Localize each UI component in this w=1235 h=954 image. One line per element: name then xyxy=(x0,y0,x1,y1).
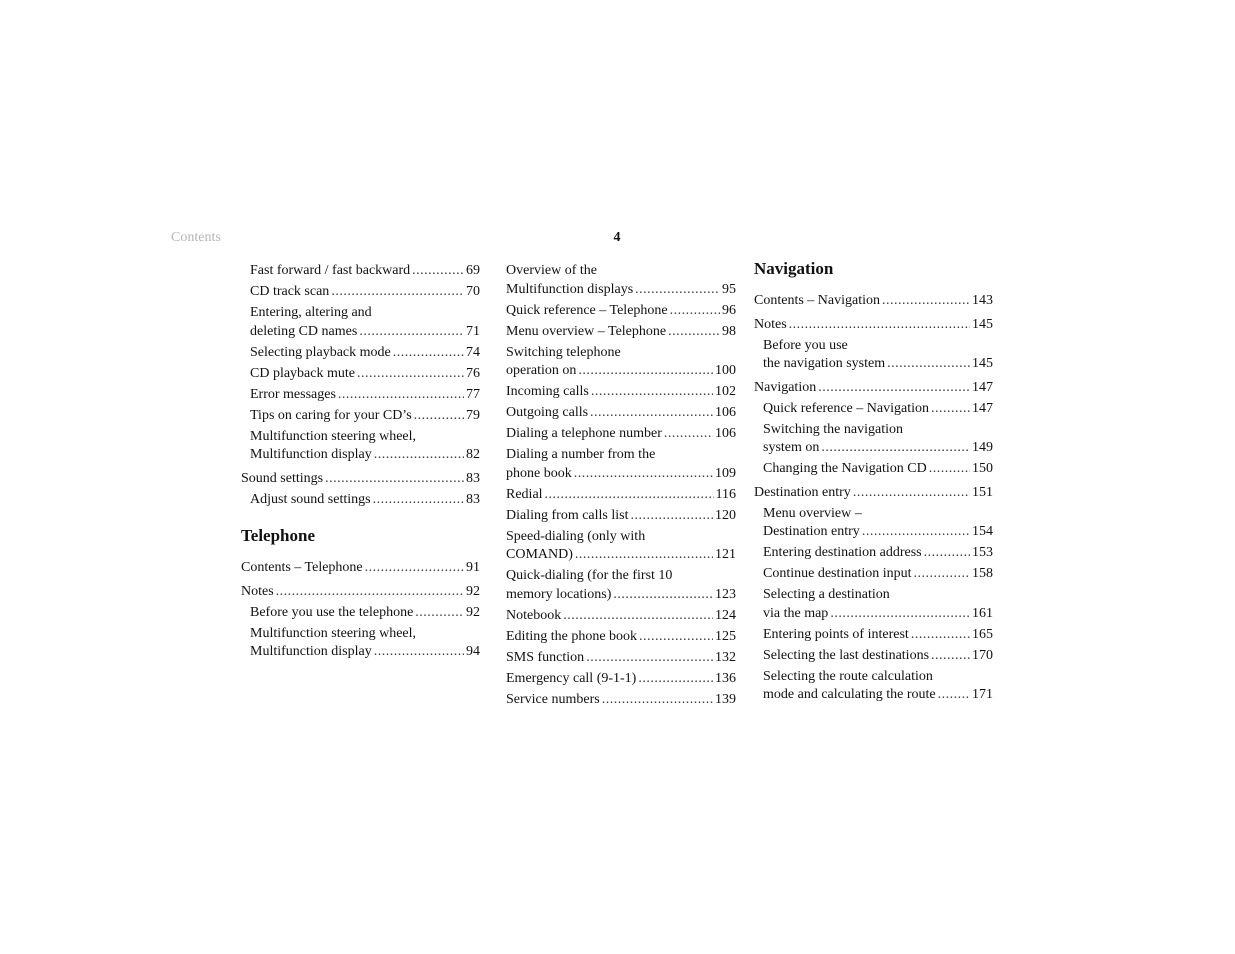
dot-leader xyxy=(639,628,713,647)
toc-entry-page: 154 xyxy=(972,524,993,539)
toc-entry-title: Editing the phone book xyxy=(506,628,638,644)
toc-entry-page: 83 xyxy=(466,470,480,486)
toc-entry-row xyxy=(763,686,993,705)
toc-entry-title: Outgoing calls xyxy=(506,405,589,420)
dot-leader xyxy=(574,465,713,484)
toc-entry-row xyxy=(506,546,736,565)
toc-entry-row xyxy=(250,386,480,405)
toc-entry-page: 124 xyxy=(715,607,736,623)
toc-entry-title: SMS function xyxy=(506,649,585,665)
toc-entry[interactable] xyxy=(754,337,993,374)
dot-leader xyxy=(670,302,720,321)
toc-entry-title-line: Multifunction steering wheel, xyxy=(250,625,417,641)
dot-leader xyxy=(373,491,464,510)
toc-entry-title: Sound settings xyxy=(241,470,324,486)
dot-leader xyxy=(357,365,464,384)
section-title-navigation: Navigation xyxy=(754,259,834,278)
toc-entry-title: Before you use the telephone xyxy=(250,604,414,620)
dot-leader xyxy=(591,383,713,402)
toc-entry-page: 139 xyxy=(715,691,736,707)
toc-entry[interactable] xyxy=(754,292,993,311)
toc-entry-row xyxy=(763,647,993,666)
toc-entry[interactable] xyxy=(506,670,736,689)
toc-entry-page: 123 xyxy=(715,586,736,602)
toc-entry-row xyxy=(506,649,736,668)
toc-entry-title: CD track scan xyxy=(250,284,330,299)
toc-entry-title: Incoming calls xyxy=(506,384,589,399)
toc-entry-row xyxy=(763,439,993,458)
toc-entry-page: 147 xyxy=(972,400,993,416)
toc-list-cd xyxy=(241,262,480,509)
toc-entry-page: 69 xyxy=(466,263,480,278)
toc-list-telephone-cont xyxy=(506,262,736,709)
toc-entry-page: 170 xyxy=(972,647,993,663)
toc-entry-row xyxy=(250,643,480,662)
toc-entry-page: 150 xyxy=(972,461,993,476)
toc-entry-page: 106 xyxy=(715,405,736,420)
toc-column-3 xyxy=(754,259,993,707)
toc-entry-row xyxy=(754,316,993,335)
toc-entry-row xyxy=(241,583,480,602)
toc-entry-title-line: Speed-dialing (only with xyxy=(506,528,646,544)
toc-entry-title: Menu overview – Telephone xyxy=(506,323,667,339)
toc-entry-row xyxy=(250,491,480,510)
toc-entry[interactable] xyxy=(754,505,993,542)
toc-entry[interactable] xyxy=(506,507,736,526)
toc-entry-row xyxy=(763,400,993,419)
dot-leader xyxy=(668,323,720,342)
toc-entry-row xyxy=(754,379,993,398)
toc-entry[interactable] xyxy=(506,691,736,710)
toc-entry-row xyxy=(250,446,480,465)
toc-entry-row xyxy=(506,281,736,300)
toc-entry-title: Adjust sound settings xyxy=(250,491,371,507)
toc-entry-title: Fast forward / fast backward xyxy=(250,263,411,278)
toc-entry-row xyxy=(506,323,736,342)
dot-leader xyxy=(613,586,713,605)
toc-entry-row xyxy=(250,262,480,281)
toc-entry-title: memory locations) xyxy=(506,586,612,602)
toc-entry[interactable] xyxy=(754,544,993,563)
toc-entry[interactable] xyxy=(241,604,480,623)
dot-leader xyxy=(911,626,970,645)
toc-entry-title-line: Entering, altering and xyxy=(250,305,372,320)
toc-entry[interactable] xyxy=(754,379,993,398)
toc-entry-title: Destination entry xyxy=(763,524,860,539)
dot-leader xyxy=(331,283,464,302)
toc-entry-page: 79 xyxy=(466,407,480,423)
toc-entry-title-line: Before you use xyxy=(763,337,848,353)
toc-entry[interactable] xyxy=(241,386,480,405)
dot-leader xyxy=(414,407,464,426)
toc-entry-row xyxy=(763,355,993,374)
dot-leader xyxy=(882,292,970,311)
toc-entry-row xyxy=(250,604,480,623)
toc-entry[interactable] xyxy=(506,486,736,505)
toc-entry[interactable] xyxy=(754,421,993,458)
toc-entry-page: 98 xyxy=(722,323,736,339)
toc-entry[interactable] xyxy=(241,470,480,489)
toc-entry-title: Entering points of interest xyxy=(763,626,909,642)
dot-leader xyxy=(578,362,713,381)
toc-entry-row xyxy=(241,559,480,578)
toc-entry-title: Quick reference – Navigation xyxy=(763,400,929,416)
toc-entry-row xyxy=(763,605,993,624)
dot-leader xyxy=(325,470,464,489)
toc-entry[interactable] xyxy=(241,428,480,465)
toc-entry[interactable] xyxy=(506,628,736,647)
toc-entry-page: 125 xyxy=(715,628,736,644)
dot-leader xyxy=(393,344,464,363)
dot-leader xyxy=(931,647,970,666)
toc-entry-row xyxy=(506,383,736,402)
dot-leader xyxy=(635,281,720,300)
toc-entry-title: Multifunction display xyxy=(250,447,372,462)
toc-entry-page: 92 xyxy=(466,583,480,599)
dot-leader xyxy=(590,404,713,423)
toc-entry-page: 83 xyxy=(466,491,480,507)
toc-entry-title: Continue destination input xyxy=(763,566,912,581)
dot-leader xyxy=(914,565,970,584)
toc-entry-title: Service numbers xyxy=(506,691,600,707)
toc-entry[interactable] xyxy=(241,344,480,363)
toc-entry-title: Error messages xyxy=(250,386,336,402)
toc-entry-title: Multifunction displays xyxy=(506,281,634,297)
toc-entry-title: Selecting the last destinations xyxy=(763,647,930,663)
toc-entry-title: Entering destination address xyxy=(763,545,922,560)
toc-entry-title-line: Quick-dialing (for the first 10 xyxy=(506,568,673,583)
toc-entry-title-line: Overview of the xyxy=(506,263,597,278)
toc-entry-page: 106 xyxy=(715,426,736,441)
toc-entry-page: 116 xyxy=(715,486,736,502)
toc-entry-page: 120 xyxy=(715,507,736,523)
toc-entry-title: system on xyxy=(763,440,820,455)
toc-entry[interactable] xyxy=(506,528,736,565)
toc-entry-page: 74 xyxy=(466,344,480,360)
toc-entry-title: CD playback mute xyxy=(250,365,355,381)
toc-entry-page: 158 xyxy=(972,566,993,581)
toc-entry[interactable] xyxy=(506,302,736,321)
toc-entry-title: Contents – Navigation xyxy=(754,293,880,308)
toc-entry-title: Changing the Navigation CD xyxy=(763,461,927,476)
toc-entry-page: 102 xyxy=(715,384,736,399)
toc-entry-page: 91 xyxy=(466,560,480,575)
dot-leader xyxy=(586,649,713,668)
toc-entry-row xyxy=(754,484,993,503)
running-head: Contents xyxy=(171,230,221,245)
toc-entry-row xyxy=(763,626,993,645)
dot-leader xyxy=(374,643,464,662)
toc-entry-row xyxy=(506,302,736,321)
dot-leader xyxy=(862,523,970,542)
toc-entry-page: 151 xyxy=(972,484,993,500)
toc-entry[interactable] xyxy=(754,460,993,479)
toc-entry-row xyxy=(763,460,993,479)
toc-entry-page: 153 xyxy=(972,545,993,560)
toc-entry[interactable] xyxy=(241,365,480,384)
toc-entry-page: 145 xyxy=(972,316,993,332)
toc-entry-page: 95 xyxy=(722,281,736,297)
toc-entry[interactable] xyxy=(241,625,480,662)
toc-entry-title-line: Selecting a destination xyxy=(763,587,890,602)
toc-entry-title: via the map xyxy=(763,605,829,621)
toc-entry-row xyxy=(506,425,736,444)
dot-leader xyxy=(359,323,464,342)
toc-entry-row xyxy=(506,691,736,710)
toc-entry-title: COMAND) xyxy=(506,547,573,562)
toc-entry-row xyxy=(506,607,736,626)
toc-entry[interactable] xyxy=(506,404,736,423)
toc-entry[interactable] xyxy=(754,668,993,705)
toc-list-navigation xyxy=(754,292,993,705)
toc-entry[interactable] xyxy=(241,283,480,302)
toc-entry[interactable] xyxy=(754,586,993,623)
toc-entry[interactable] xyxy=(506,344,736,381)
toc-entry-page: 136 xyxy=(715,670,736,686)
toc-entry-row xyxy=(754,292,993,311)
toc-entry[interactable] xyxy=(506,383,736,402)
toc-entry[interactable] xyxy=(506,446,736,483)
toc-entry-page: 100 xyxy=(715,363,736,378)
dot-leader xyxy=(664,425,713,444)
toc-entry-page: 96 xyxy=(722,302,736,318)
toc-entry-row xyxy=(250,407,480,426)
toc-entry-title: Destination entry xyxy=(754,484,851,500)
toc-entry-page: 145 xyxy=(972,356,993,371)
toc-entry-title: Navigation xyxy=(754,379,817,395)
toc-entry-title-line: Selecting the route calculation xyxy=(763,668,933,684)
toc-entry-title: Notes xyxy=(754,316,787,332)
dot-leader xyxy=(415,604,464,623)
toc-entry-row xyxy=(506,507,736,526)
toc-entry[interactable] xyxy=(506,567,736,604)
dot-leader xyxy=(545,486,714,505)
toc-entry-title: the navigation system xyxy=(763,356,886,371)
toc-entry[interactable] xyxy=(754,316,993,335)
toc-entry-title-line: Switching telephone xyxy=(506,344,621,360)
toc-entry[interactable] xyxy=(754,400,993,419)
dot-leader xyxy=(821,439,970,458)
toc-entry-title-line: Multifunction steering wheel, xyxy=(250,428,417,444)
toc-entry-title: mode and calculating the route xyxy=(763,687,936,702)
toc-entry[interactable] xyxy=(506,607,736,626)
toc-entry-title: Emergency call (9-1-1) xyxy=(506,670,637,686)
toc-entry-row xyxy=(250,365,480,384)
toc-entry-page: 147 xyxy=(972,379,993,395)
toc-entry-row xyxy=(506,670,736,689)
dot-leader xyxy=(887,355,970,374)
toc-entry-page: 132 xyxy=(715,649,736,665)
toc-entry-title: Dialing a telephone number xyxy=(506,426,662,441)
section-title-telephone: Telephone xyxy=(241,526,316,545)
dot-leader xyxy=(374,446,464,465)
toc-entry-title: phone book xyxy=(506,465,572,481)
toc-entry-title: Contents – Telephone xyxy=(241,560,363,575)
dot-leader xyxy=(276,583,464,602)
toc-entry-page: 76 xyxy=(466,365,480,381)
toc-entry-page: 70 xyxy=(466,284,480,299)
toc-list-telephone xyxy=(241,559,480,662)
toc-entry-row xyxy=(250,323,480,342)
toc-entry-title: Selecting playback mode xyxy=(250,344,391,360)
toc-entry[interactable] xyxy=(754,626,993,645)
toc-entry-title: Dialing from calls list xyxy=(506,507,629,523)
toc-column-2 xyxy=(506,262,736,712)
dot-leader xyxy=(338,386,464,405)
toc-entry-title: operation on xyxy=(506,363,577,378)
toc-entry-title: Notebook xyxy=(506,607,562,623)
toc-entry[interactable] xyxy=(241,304,480,341)
toc-entry-row xyxy=(506,362,736,381)
page-number: 4 xyxy=(613,230,621,245)
toc-entry-page: 92 xyxy=(466,604,480,620)
dot-leader xyxy=(853,484,970,503)
toc-entry-title: Tips on caring for your CD’s xyxy=(250,407,412,423)
toc-entry[interactable] xyxy=(241,262,480,281)
toc-entry[interactable] xyxy=(754,484,993,503)
dot-leader xyxy=(789,316,970,335)
dot-leader xyxy=(602,691,713,710)
toc-entry-page: 143 xyxy=(972,293,993,308)
dot-leader xyxy=(630,507,713,526)
toc-entry-title: Quick reference – Telephone xyxy=(506,302,668,318)
toc-entry-page: 149 xyxy=(972,440,993,455)
toc-entry-title: Redial xyxy=(506,486,543,502)
toc-entry[interactable] xyxy=(506,262,736,299)
dot-leader xyxy=(365,559,464,578)
toc-entry-page: 165 xyxy=(972,626,993,642)
dot-leader xyxy=(938,686,970,705)
toc-entry-title-line: Dialing a number from the xyxy=(506,447,656,462)
dot-leader xyxy=(830,605,970,624)
toc-entry[interactable] xyxy=(754,565,993,584)
toc-column-1 xyxy=(241,262,480,664)
dot-leader xyxy=(412,262,464,281)
toc-entry-title-line: Menu overview – xyxy=(763,505,862,521)
dot-leader xyxy=(575,546,713,565)
toc-entry-page: 77 xyxy=(466,386,480,402)
toc-entry-row xyxy=(506,628,736,647)
toc-entry-row xyxy=(763,523,993,542)
dot-leader xyxy=(931,400,970,419)
toc-entry-row xyxy=(506,404,736,423)
toc-entry-page: 71 xyxy=(466,323,480,339)
toc-entry-title: Notes xyxy=(241,583,274,599)
toc-entry-page: 82 xyxy=(466,447,480,462)
toc-entry-title-line: Switching the navigation xyxy=(763,421,903,437)
toc-entry-row xyxy=(241,470,480,489)
toc-entry[interactable] xyxy=(506,649,736,668)
toc-entry-title: deleting CD names xyxy=(250,323,358,339)
toc-entry-row xyxy=(250,283,480,302)
toc-entry-row xyxy=(763,565,993,584)
dot-leader xyxy=(924,544,970,563)
toc-entry-row xyxy=(250,344,480,363)
toc-entry[interactable] xyxy=(506,323,736,342)
toc-entry-row xyxy=(506,586,736,605)
toc-entry-page: 121 xyxy=(715,547,736,562)
dot-leader xyxy=(638,670,713,689)
dot-leader xyxy=(929,460,970,479)
toc-entry-row xyxy=(763,544,993,563)
toc-entry[interactable] xyxy=(241,491,480,510)
toc-entry[interactable] xyxy=(754,647,993,666)
toc-entry-page: 94 xyxy=(466,644,480,659)
toc-entry-row xyxy=(506,465,736,484)
toc-entry[interactable] xyxy=(241,559,480,578)
toc-entry-page: 171 xyxy=(972,687,993,702)
toc-entry[interactable] xyxy=(241,407,480,426)
toc-entry-title: Multifunction display xyxy=(250,644,372,659)
dot-leader xyxy=(563,607,713,626)
toc-entry-row xyxy=(506,486,736,505)
toc-entry-page: 109 xyxy=(715,465,736,481)
dot-leader xyxy=(818,379,970,398)
toc-entry[interactable] xyxy=(506,425,736,444)
toc-entry[interactable] xyxy=(241,583,480,602)
toc-entry-page: 161 xyxy=(972,605,993,621)
